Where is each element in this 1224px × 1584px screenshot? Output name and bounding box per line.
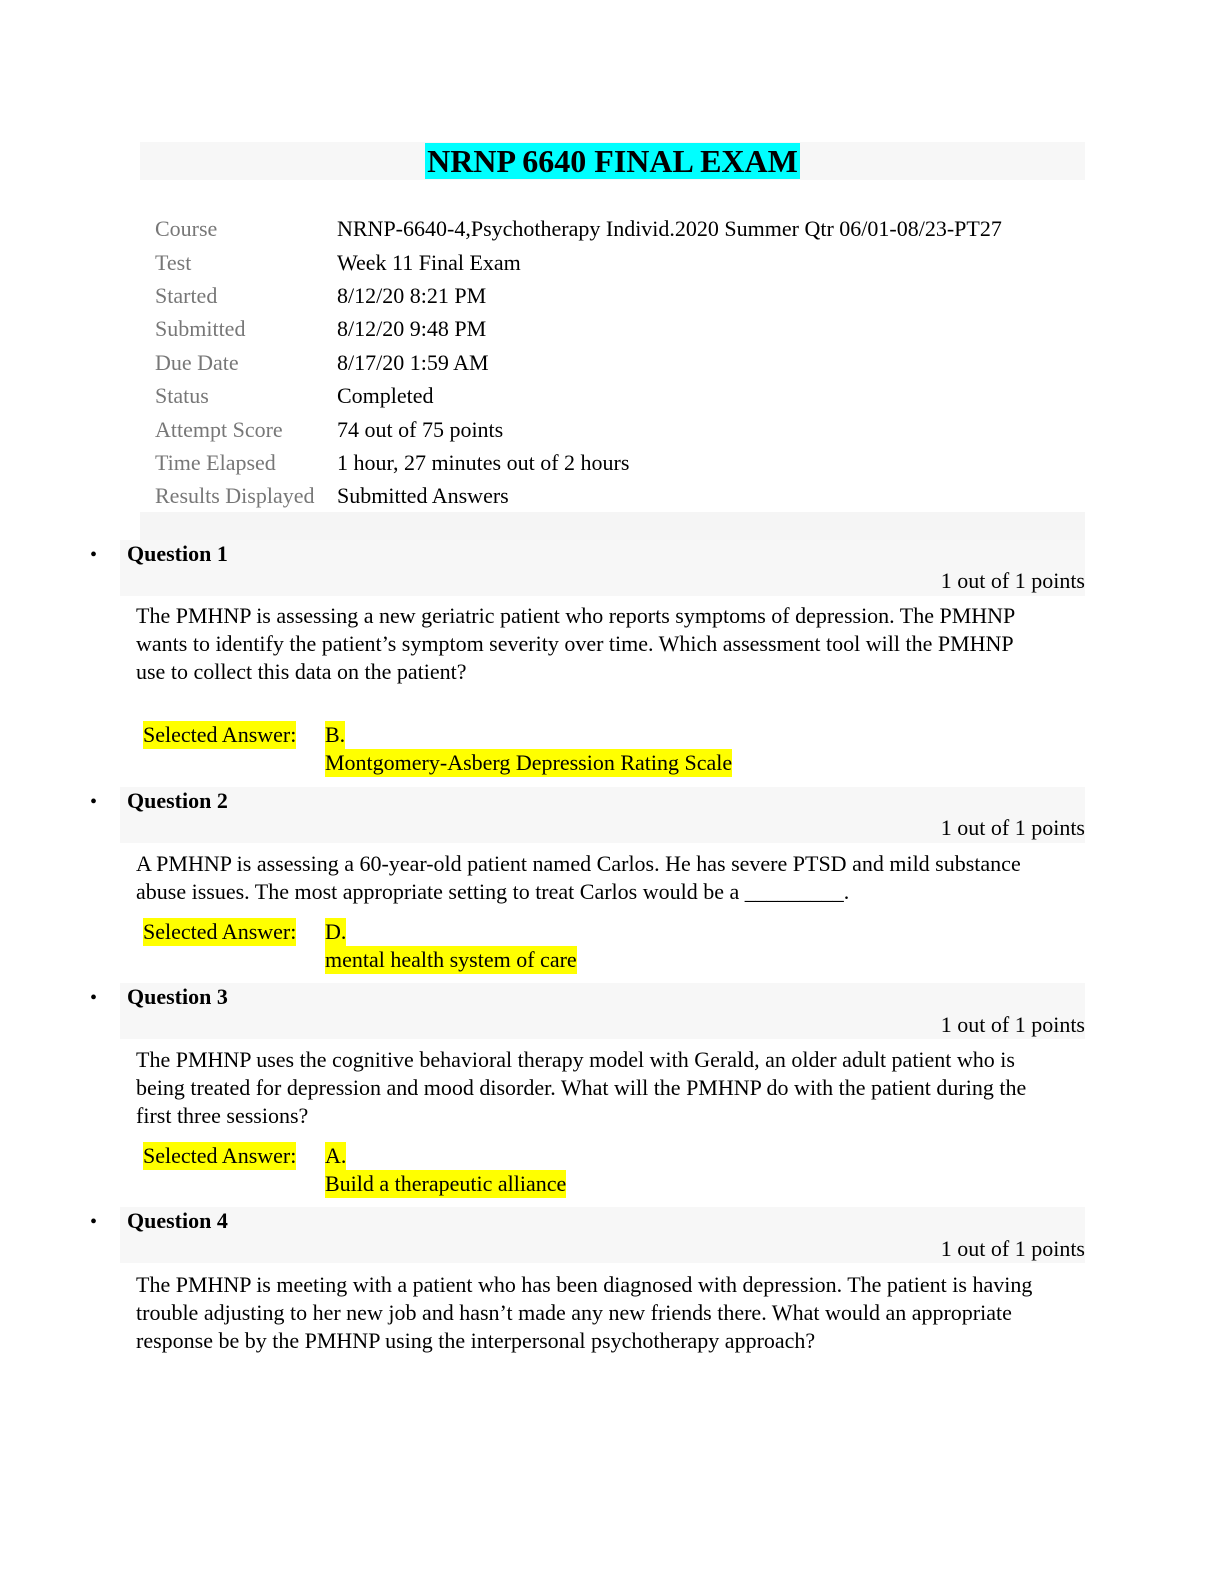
selected-answer-label: Selected Answer: bbox=[143, 919, 297, 944]
bullet-icon: • bbox=[90, 791, 98, 813]
selected-answer-letter: A. bbox=[325, 1143, 347, 1168]
summary-label: Status bbox=[155, 383, 209, 408]
title-band bbox=[140, 142, 1085, 180]
question-text: The PMHNP is meeting with a patient who has been diagnosed with depression. The patient is having trouble adjusting to her new job and hasn’t made any new friends there. What would an appropriate response be by the PMHNP using the interpersonal psychotherapy approach? bbox=[136, 1272, 1033, 1353]
bullet-icon: • bbox=[90, 544, 98, 566]
summary-value: 1 hour, 27 minutes out of 2 hours bbox=[337, 450, 630, 475]
summary-label: Started bbox=[155, 283, 218, 308]
summary-label: Test bbox=[155, 250, 192, 275]
summary-label: Due Date bbox=[155, 350, 239, 375]
summary-value: 8/12/20 8:21 PM bbox=[337, 283, 487, 308]
page-title: NRNP 6640 FINAL EXAM bbox=[427, 143, 798, 179]
question-title: Question 3 bbox=[127, 984, 228, 1009]
selected-answer-label: Selected Answer: bbox=[143, 1143, 297, 1168]
summary-label: Results Displayed bbox=[155, 483, 315, 508]
bullet-icon: • bbox=[90, 1211, 98, 1233]
question-points: 1 out of 1 points bbox=[940, 1012, 1085, 1037]
selected-answer-text: Montgomery-Asberg Depression Rating Scale bbox=[325, 750, 733, 775]
summary-label: Attempt Score bbox=[155, 417, 283, 442]
selected-answer-label: Selected Answer: bbox=[143, 722, 297, 747]
selected-answer-text: Build a therapeutic alliance bbox=[325, 1171, 567, 1196]
summary-value: 74 out of 75 points bbox=[337, 417, 504, 442]
question-title: Question 2 bbox=[127, 788, 228, 813]
question-points: 1 out of 1 points bbox=[940, 568, 1085, 593]
summary-value: NRNP-6640-4,Psychotherapy Individ.2020 Summer Qtr 06/01-08/23-PT27 bbox=[337, 216, 1002, 241]
bullet-icon: • bbox=[90, 987, 98, 1009]
summary-label: Time Elapsed bbox=[155, 450, 276, 475]
question-title: Question 1 bbox=[127, 541, 228, 566]
summary-value: Week 11 Final Exam bbox=[337, 250, 521, 275]
summary-label: Submitted bbox=[155, 316, 246, 341]
question-points: 1 out of 1 points bbox=[940, 815, 1085, 840]
question-points: 1 out of 1 points bbox=[940, 1236, 1085, 1261]
summary-label: Course bbox=[155, 216, 218, 241]
summary-value: Submitted Answers bbox=[337, 483, 509, 508]
summary-value: 8/17/20 1:59 AM bbox=[337, 350, 489, 375]
selected-answer-text: mental health system of care bbox=[325, 947, 577, 972]
summary-value: Completed bbox=[337, 383, 434, 408]
selected-answer-letter: B. bbox=[325, 722, 346, 747]
question-text: The PMHNP uses the cognitive behavioral therapy model with Gerald, an older adult patient who is being treated for depression and mood disorder. What will the PMHNP do with the patient during the first three sessions? bbox=[136, 1047, 1027, 1128]
question-title: Question 4 bbox=[127, 1208, 228, 1233]
summary-divider-band bbox=[140, 512, 1085, 542]
question-text: The PMHNP is assessing a new geriatric patient who reports symptoms of depression. The PMHNP wants to identify the patient’s symptom severity over time. Which assessment tool will the PMHNP use to collect this data on the patient? bbox=[136, 603, 1015, 684]
question-text: A PMHNP is assessing a 60-year-old patient named Carlos. He has severe PTSD and mild substance abuse issues. The most appropriate setting to treat Carlos would be a _________. bbox=[136, 851, 1021, 904]
selected-answer-letter: D. bbox=[325, 919, 347, 944]
summary-value: 8/12/20 9:48 PM bbox=[337, 316, 487, 341]
